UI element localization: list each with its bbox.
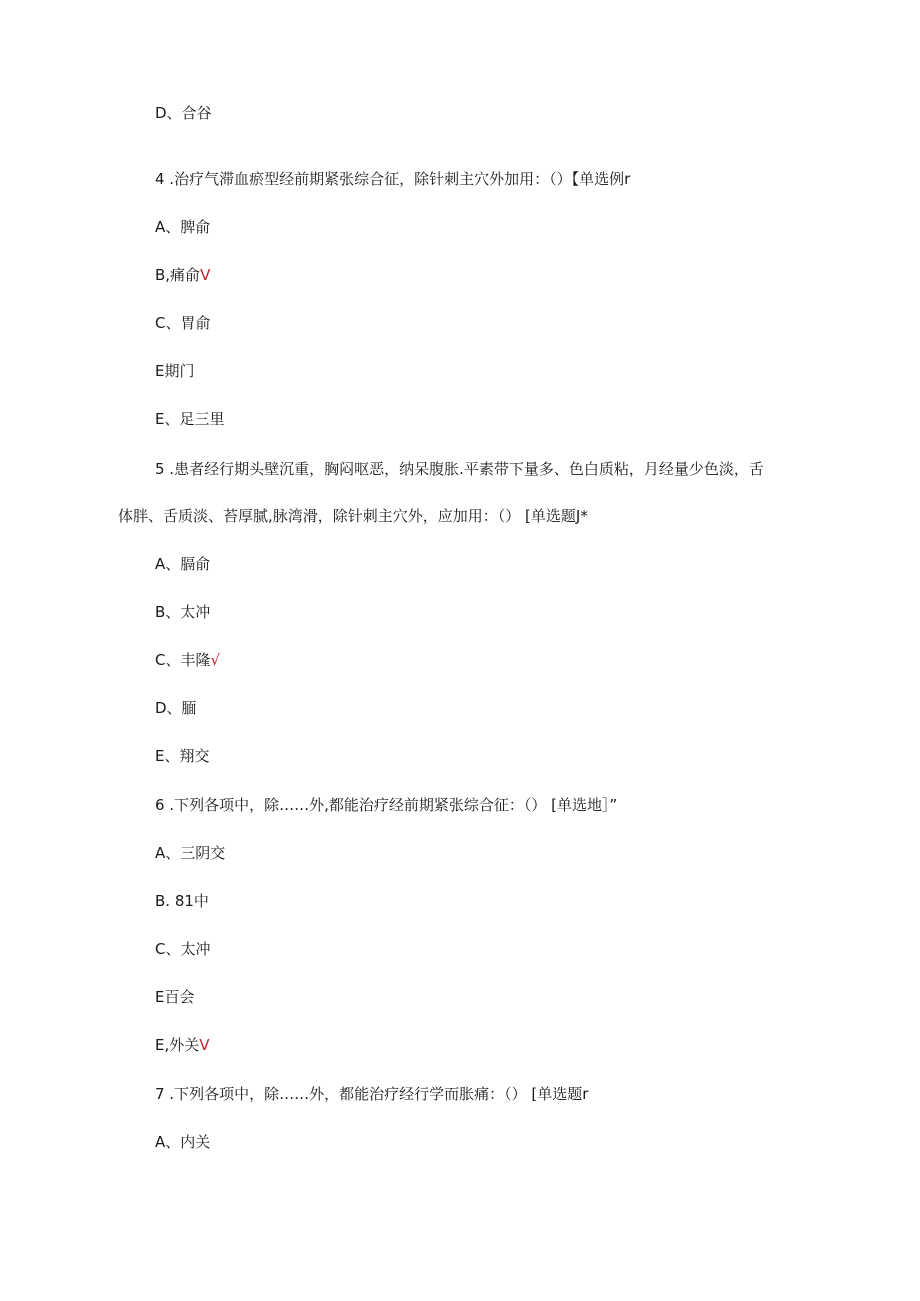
- line-text: E,外关: [155, 1036, 200, 1054]
- line-text: 4 .治疗气滞血瘀型经前期紧张综合征，除针刺主穴外加用：（）【单选例r: [155, 170, 631, 188]
- option-c-line: [155, 939, 210, 959]
- option-c-line: [155, 650, 220, 670]
- line-text: 7 .下列各项中，除……外，都能治疗经行学而胀痛：（） [单选题r: [155, 1085, 589, 1103]
- option-b-line: [155, 265, 210, 285]
- option-a-line: [155, 1132, 210, 1152]
- correct-check-mark: V: [200, 266, 211, 284]
- line-text: D、合谷: [155, 104, 212, 122]
- correct-check-mark: √: [210, 651, 221, 669]
- line-text: D、腼: [155, 699, 197, 717]
- question-5-text-continued: [118, 506, 588, 526]
- correct-check-mark: V: [199, 1036, 210, 1054]
- option-d-line: [155, 698, 197, 718]
- option-a-line: [155, 843, 225, 863]
- line-text: A、内关: [155, 1133, 211, 1151]
- line-text: A、膈俞: [155, 555, 211, 573]
- question-4-text: [155, 169, 630, 189]
- option-b-line: [155, 602, 210, 622]
- line-text: A、三阴交: [155, 844, 226, 862]
- question-5-text: [155, 459, 764, 479]
- line-text: C、胃俞: [155, 314, 211, 332]
- line-text: E百会: [155, 988, 195, 1006]
- line-text: B. 81中: [155, 892, 209, 910]
- option-e-line: [155, 746, 209, 766]
- line-text: E期门: [155, 362, 195, 380]
- line-text: E、翔交: [155, 747, 210, 765]
- option-e-line: [155, 987, 194, 1007]
- option-a-line: [155, 554, 210, 574]
- line-text: C、太冲: [155, 940, 211, 958]
- question-6-text: [155, 795, 617, 815]
- question-7-text: [155, 1084, 588, 1104]
- line-text: B、太冲: [155, 603, 211, 621]
- line-text: B,痛俞: [155, 266, 201, 284]
- option-e-line: [155, 361, 194, 381]
- option-a-line: [155, 217, 210, 237]
- option-b-line: [155, 891, 209, 911]
- option-e-line: [155, 409, 224, 429]
- option-d-line: [155, 103, 212, 123]
- line-text: A、脾俞: [155, 218, 211, 236]
- line-text: 体胖、舌质淡、苔厚腻,脉湾滑，除针刺主穴外，应加用：（） [单选题J*: [118, 507, 588, 525]
- line-text: E、足三里: [155, 410, 225, 428]
- line-text: C、丰隆: [155, 651, 211, 669]
- line-text: 5 .患者经行期头壁沉重，胸闷呕恶，纳呆腹胀.平素带下量多、色白质粘，月经量少色淡，舌: [155, 460, 764, 478]
- line-text: 6 .下列各项中，除……外,都能治疗经前期紧张综合征：（） [单选地］”: [155, 796, 618, 814]
- option-e-line: [155, 1035, 210, 1055]
- option-c-line: [155, 313, 210, 333]
